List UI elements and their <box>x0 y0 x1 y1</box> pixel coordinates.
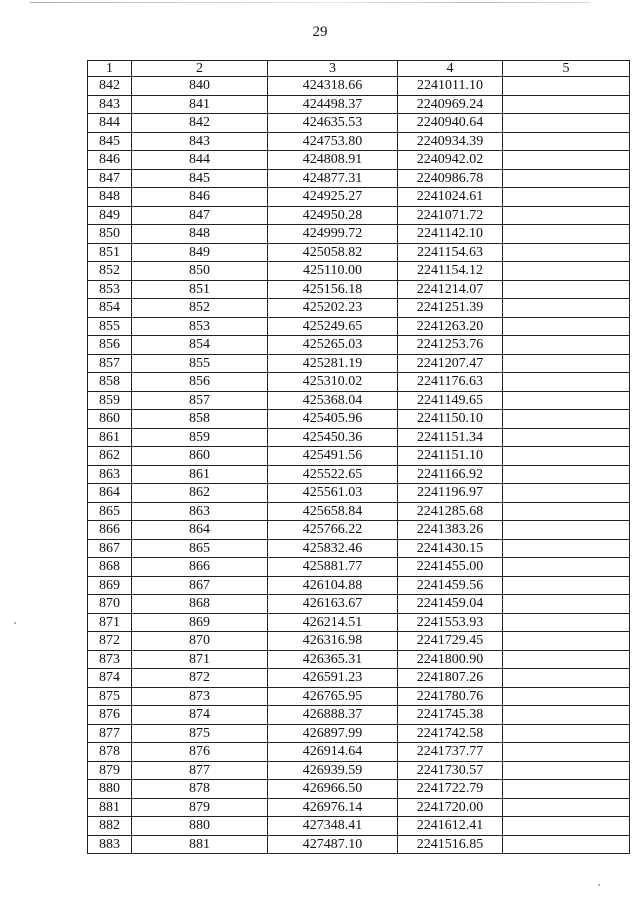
table-cell-col-5 <box>503 114 630 133</box>
table-cell-col-2: 863 <box>132 502 268 521</box>
table-cell-col-1: 852 <box>88 262 132 281</box>
table-cell-col-1: 855 <box>88 317 132 336</box>
table-cell-col-4: 2241612.41 <box>398 817 503 836</box>
column-header-5: 5 <box>503 61 630 77</box>
table-cell-col-1: 844 <box>88 114 132 133</box>
table-cell-col-4: 2241720.00 <box>398 798 503 817</box>
table-cell-col-2: 854 <box>132 336 268 355</box>
table-cell-col-2: 880 <box>132 817 268 836</box>
table-cell-col-4: 2241516.85 <box>398 835 503 854</box>
table-cell-col-2: 871 <box>132 650 268 669</box>
table-cell-col-3: 424950.28 <box>268 206 398 225</box>
table-row <box>88 391 630 410</box>
table-cell-col-3: 426163.67 <box>268 595 398 614</box>
table-row <box>88 317 630 336</box>
table-cell-col-4: 2240942.02 <box>398 151 503 170</box>
table-cell-col-1: 868 <box>88 558 132 577</box>
table-cell-col-1: 853 <box>88 280 132 299</box>
table-cell-col-5 <box>503 502 630 521</box>
table-cell-col-4: 2241149.65 <box>398 391 503 410</box>
table-cell-col-3: 424999.72 <box>268 225 398 244</box>
table-cell-col-1: 860 <box>88 410 132 429</box>
table-cell-col-1: 845 <box>88 132 132 151</box>
table-cell-col-2: 842 <box>132 114 268 133</box>
table-cell-col-4: 2241214.07 <box>398 280 503 299</box>
table-cell-col-1: 847 <box>88 169 132 188</box>
table-cell-col-2: 867 <box>132 576 268 595</box>
table-cell-col-3: 425249.65 <box>268 317 398 336</box>
table-cell-col-2: 850 <box>132 262 268 281</box>
table-cell-col-3: 426365.31 <box>268 650 398 669</box>
table-cell-col-1: 873 <box>88 650 132 669</box>
table-cell-col-2: 845 <box>132 169 268 188</box>
table-cell-col-5 <box>503 410 630 429</box>
table-cell-col-4: 2241024.61 <box>398 188 503 207</box>
table-row <box>88 761 630 780</box>
table-cell-col-4: 2241730.57 <box>398 761 503 780</box>
table-cell-col-1: 864 <box>88 484 132 503</box>
table-cell-col-4: 2241459.04 <box>398 595 503 614</box>
table-cell-col-3: 425450.36 <box>268 428 398 447</box>
table-cell-col-5 <box>503 447 630 466</box>
table-cell-col-1: 872 <box>88 632 132 651</box>
table-row <box>88 225 630 244</box>
table-cell-col-5 <box>503 724 630 743</box>
table-cell-col-5 <box>503 299 630 318</box>
table-cell-col-1: 863 <box>88 465 132 484</box>
table-cell-col-4: 2241285.68 <box>398 502 503 521</box>
table-row <box>88 484 630 503</box>
table-cell-col-5 <box>503 706 630 725</box>
table-cell-col-4: 2241154.12 <box>398 262 503 281</box>
table-row <box>88 95 630 114</box>
table-cell-col-5 <box>503 650 630 669</box>
table-cell-col-3: 424753.80 <box>268 132 398 151</box>
table-cell-col-4: 2240986.78 <box>398 169 503 188</box>
table-cell-col-4: 2241722.79 <box>398 780 503 799</box>
table-cell-col-5 <box>503 188 630 207</box>
table-cell-col-1: 861 <box>88 428 132 447</box>
table-cell-col-3: 426214.51 <box>268 613 398 632</box>
table-cell-col-5 <box>503 151 630 170</box>
table-cell-col-2: 876 <box>132 743 268 762</box>
table-cell-col-2: 878 <box>132 780 268 799</box>
table-cell-col-5 <box>503 280 630 299</box>
table-row <box>88 299 630 318</box>
table-row <box>88 595 630 614</box>
table-cell-col-4: 2241154.63 <box>398 243 503 262</box>
table-cell-col-2: 846 <box>132 188 268 207</box>
table-row <box>88 780 630 799</box>
table-cell-col-3: 425881.77 <box>268 558 398 577</box>
table-cell-col-2: 875 <box>132 724 268 743</box>
table-cell-col-4: 2241737.77 <box>398 743 503 762</box>
table-cell-col-5 <box>503 484 630 503</box>
table-row <box>88 373 630 392</box>
table-cell-col-1: 849 <box>88 206 132 225</box>
table-cell-col-3: 424808.91 <box>268 151 398 170</box>
table-cell-col-4: 2241196.97 <box>398 484 503 503</box>
table-cell-col-4: 2241780.76 <box>398 687 503 706</box>
table-cell-col-2: 851 <box>132 280 268 299</box>
table-cell-col-3: 425202.23 <box>268 299 398 318</box>
table-cell-col-2: 866 <box>132 558 268 577</box>
table-cell-col-3: 426104.88 <box>268 576 398 595</box>
table-row <box>88 539 630 558</box>
table-cell-col-1: 857 <box>88 354 132 373</box>
table-cell-col-4: 2240969.24 <box>398 95 503 114</box>
table-row <box>88 354 630 373</box>
table-cell-col-4: 2241071.72 <box>398 206 503 225</box>
table-cell-col-5 <box>503 317 630 336</box>
table-cell-col-3: 425766.22 <box>268 521 398 540</box>
table-cell-col-4: 2241807.26 <box>398 669 503 688</box>
table-row <box>88 650 630 669</box>
table-cell-col-4: 2241176.63 <box>398 373 503 392</box>
table-cell-col-5 <box>503 669 630 688</box>
table-cell-col-2: 847 <box>132 206 268 225</box>
table-row <box>88 447 630 466</box>
table-cell-col-4: 2240934.39 <box>398 132 503 151</box>
table-cell-col-1: 865 <box>88 502 132 521</box>
table-cell-col-1: 854 <box>88 299 132 318</box>
table-cell-col-2: 869 <box>132 613 268 632</box>
table-cell-col-1: 858 <box>88 373 132 392</box>
table-row <box>88 151 630 170</box>
table-cell-col-1: 851 <box>88 243 132 262</box>
table-cell-col-1: 875 <box>88 687 132 706</box>
table-row <box>88 743 630 762</box>
table-cell-col-2: 862 <box>132 484 268 503</box>
table-cell-col-2: 864 <box>132 521 268 540</box>
table-cell-col-5 <box>503 225 630 244</box>
table-cell-col-5 <box>503 132 630 151</box>
table-cell-col-1: 881 <box>88 798 132 817</box>
table-cell-col-3: 425522.65 <box>268 465 398 484</box>
table-cell-col-2: 879 <box>132 798 268 817</box>
table-cell-col-2: 865 <box>132 539 268 558</box>
table-cell-col-5 <box>503 169 630 188</box>
table-cell-col-1: 842 <box>88 77 132 96</box>
table-cell-col-5 <box>503 780 630 799</box>
table-cell-col-2: 881 <box>132 835 268 854</box>
table-cell-col-3: 425832.46 <box>268 539 398 558</box>
table-cell-col-1: 878 <box>88 743 132 762</box>
table-cell-col-2: 877 <box>132 761 268 780</box>
table-cell-col-3: 426591.23 <box>268 669 398 688</box>
table-cell-col-5 <box>503 243 630 262</box>
table-cell-col-1: 871 <box>88 613 132 632</box>
table-cell-col-3: 426765.95 <box>268 687 398 706</box>
table-cell-col-1: 867 <box>88 539 132 558</box>
table-cell-col-3: 426966.50 <box>268 780 398 799</box>
table-cell-col-4: 2241142.10 <box>398 225 503 244</box>
table-cell-col-1: 866 <box>88 521 132 540</box>
table-cell-col-4: 2241166.92 <box>398 465 503 484</box>
table-cell-col-5 <box>503 77 630 96</box>
table-row <box>88 77 630 96</box>
table-cell-col-3: 425265.03 <box>268 336 398 355</box>
table-cell-col-3: 425058.82 <box>268 243 398 262</box>
table-cell-col-5 <box>503 521 630 540</box>
table-cell-col-5 <box>503 817 630 836</box>
table-cell-col-2: 841 <box>132 95 268 114</box>
table-cell-col-5 <box>503 835 630 854</box>
table-cell-col-2: 859 <box>132 428 268 447</box>
table-cell-col-3: 425110.00 <box>268 262 398 281</box>
table-cell-col-3: 425156.18 <box>268 280 398 299</box>
table-cell-col-2: 843 <box>132 132 268 151</box>
table-cell-col-1: 874 <box>88 669 132 688</box>
table-cell-col-4: 2241430.15 <box>398 539 503 558</box>
table-row <box>88 114 630 133</box>
table-cell-col-5 <box>503 743 630 762</box>
table-cell-col-1: 856 <box>88 336 132 355</box>
scan-speck <box>14 622 16 624</box>
table-cell-col-3: 424925.27 <box>268 188 398 207</box>
table-cell-col-5 <box>503 428 630 447</box>
table-cell-col-2: 858 <box>132 410 268 429</box>
table-cell-col-4: 2241459.56 <box>398 576 503 595</box>
table-row <box>88 706 630 725</box>
column-header-3: 3 <box>268 61 398 77</box>
table-row <box>88 169 630 188</box>
table-cell-col-2: 861 <box>132 465 268 484</box>
table-cell-col-2: 844 <box>132 151 268 170</box>
table-cell-col-5 <box>503 336 630 355</box>
table-cell-col-1: 843 <box>88 95 132 114</box>
table-cell-col-1: 877 <box>88 724 132 743</box>
table-cell-col-4: 2241553.93 <box>398 613 503 632</box>
coordinates-table <box>87 60 630 854</box>
table-cell-col-2: 855 <box>132 354 268 373</box>
table-cell-col-5 <box>503 95 630 114</box>
table-cell-col-3: 425368.04 <box>268 391 398 410</box>
table-row <box>88 336 630 355</box>
table-cell-col-4: 2241745.38 <box>398 706 503 725</box>
table-cell-col-5 <box>503 373 630 392</box>
table-row <box>88 576 630 595</box>
table-cell-col-5 <box>503 391 630 410</box>
table-cell-col-5 <box>503 595 630 614</box>
table-cell-col-1: 883 <box>88 835 132 854</box>
table-row <box>88 132 630 151</box>
table-cell-col-5 <box>503 761 630 780</box>
table-cell-col-3: 425491.56 <box>268 447 398 466</box>
table-cell-col-5 <box>503 576 630 595</box>
table-cell-col-5 <box>503 687 630 706</box>
table-cell-col-1: 869 <box>88 576 132 595</box>
table-cell-col-3: 425658.84 <box>268 502 398 521</box>
table-cell-col-2: 853 <box>132 317 268 336</box>
table-cell-col-4: 2241263.20 <box>398 317 503 336</box>
column-header-4: 4 <box>398 61 503 77</box>
table-cell-col-1: 870 <box>88 595 132 614</box>
column-header-2: 2 <box>132 61 268 77</box>
table-cell-col-1: 880 <box>88 780 132 799</box>
table-cell-col-3: 426939.59 <box>268 761 398 780</box>
table-cell-col-1: 859 <box>88 391 132 410</box>
table-cell-col-4: 2241729.45 <box>398 632 503 651</box>
table-cell-col-3: 427348.41 <box>268 817 398 836</box>
scan-speck <box>598 884 600 886</box>
table-cell-col-2: 849 <box>132 243 268 262</box>
table-row <box>88 724 630 743</box>
table-cell-col-2: 852 <box>132 299 268 318</box>
table-cell-col-3: 426316.98 <box>268 632 398 651</box>
table-cell-col-2: 857 <box>132 391 268 410</box>
table-cell-col-3: 424318.66 <box>268 77 398 96</box>
table-cell-col-5 <box>503 539 630 558</box>
table-row <box>88 410 630 429</box>
table-cell-col-2: 848 <box>132 225 268 244</box>
table-cell-col-4: 2241742.58 <box>398 724 503 743</box>
table-cell-col-3: 426888.37 <box>268 706 398 725</box>
table-cell-col-4: 2241151.34 <box>398 428 503 447</box>
table-cell-col-1: 876 <box>88 706 132 725</box>
table-cell-col-3: 426976.14 <box>268 798 398 817</box>
table-row <box>88 687 630 706</box>
table-cell-col-2: 874 <box>132 706 268 725</box>
table-cell-col-3: 424635.53 <box>268 114 398 133</box>
table-cell-col-2: 868 <box>132 595 268 614</box>
table-cell-col-3: 425561.03 <box>268 484 398 503</box>
table-cell-col-2: 856 <box>132 373 268 392</box>
table-row <box>88 669 630 688</box>
table-cell-col-5 <box>503 798 630 817</box>
table-cell-col-3: 424877.31 <box>268 169 398 188</box>
table-cell-col-3: 425405.96 <box>268 410 398 429</box>
table-cell-col-1: 882 <box>88 817 132 836</box>
table-header <box>88 61 630 77</box>
table-cell-col-1: 848 <box>88 188 132 207</box>
header-row <box>88 61 630 77</box>
table-cell-col-5 <box>503 465 630 484</box>
table-cell-col-2: 873 <box>132 687 268 706</box>
table-cell-col-1: 862 <box>88 447 132 466</box>
table-row <box>88 817 630 836</box>
table-cell-col-3: 427487.10 <box>268 835 398 854</box>
table-body <box>88 77 630 854</box>
table-cell-col-4: 2240940.64 <box>398 114 503 133</box>
table-cell-col-3: 424498.37 <box>268 95 398 114</box>
table-row <box>88 188 630 207</box>
table-cell-col-4: 2241011.10 <box>398 77 503 96</box>
table-cell-col-3: 425281.19 <box>268 354 398 373</box>
table-row <box>88 206 630 225</box>
table-cell-col-4: 2241207.47 <box>398 354 503 373</box>
table-row <box>88 798 630 817</box>
table-cell-col-5 <box>503 262 630 281</box>
table-cell-col-4: 2241251.39 <box>398 299 503 318</box>
table-cell-col-5 <box>503 632 630 651</box>
column-header-1: 1 <box>88 61 132 77</box>
table-cell-col-3: 426897.99 <box>268 724 398 743</box>
table-cell-col-1: 846 <box>88 151 132 170</box>
table-row <box>88 428 630 447</box>
table-cell-col-4: 2241800.90 <box>398 650 503 669</box>
table-cell-col-2: 860 <box>132 447 268 466</box>
table-row <box>88 613 630 632</box>
table-cell-col-1: 879 <box>88 761 132 780</box>
table-cell-col-5 <box>503 613 630 632</box>
table-cell-col-4: 2241455.00 <box>398 558 503 577</box>
table-row <box>88 521 630 540</box>
table-cell-col-4: 2241253.76 <box>398 336 503 355</box>
scan-edge-line <box>30 2 590 3</box>
page-number: 29 <box>312 24 328 40</box>
table-cell-col-4: 2241151.10 <box>398 447 503 466</box>
table-cell-col-1: 850 <box>88 225 132 244</box>
table-row <box>88 502 630 521</box>
table-cell-col-4: 2241383.26 <box>398 521 503 540</box>
table-cell-col-5 <box>503 354 630 373</box>
table-cell-col-2: 840 <box>132 77 268 96</box>
table-row <box>88 558 630 577</box>
table-row <box>88 243 630 262</box>
table-cell-col-4: 2241150.10 <box>398 410 503 429</box>
table-cell-col-2: 872 <box>132 669 268 688</box>
table-row <box>88 465 630 484</box>
table-cell-col-5 <box>503 206 630 225</box>
table-cell-col-2: 870 <box>132 632 268 651</box>
table-cell-col-3: 426914.64 <box>268 743 398 762</box>
table-row <box>88 632 630 651</box>
table-cell-col-5 <box>503 558 630 577</box>
table-row <box>88 280 630 299</box>
table-cell-col-3: 425310.02 <box>268 373 398 392</box>
table-row <box>88 262 630 281</box>
table-row <box>88 835 630 854</box>
